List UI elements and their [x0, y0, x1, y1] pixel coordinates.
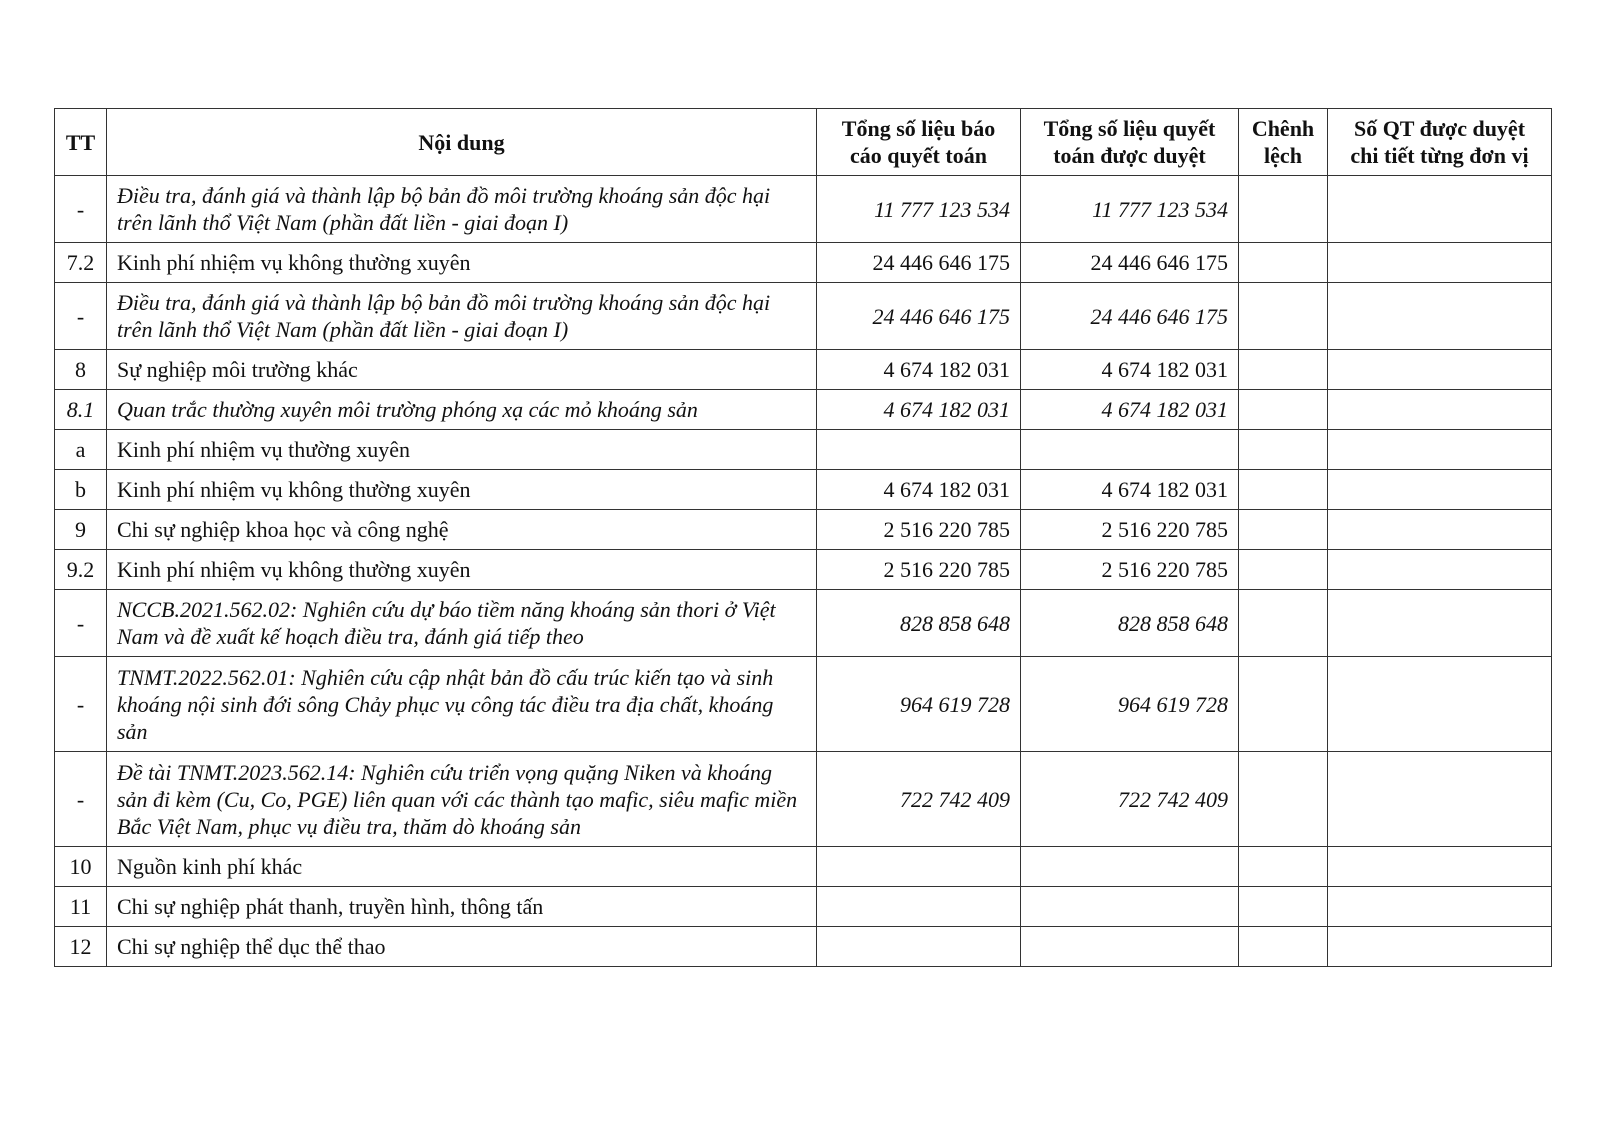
cell-content: Chi sự nghiệp thể dục thể thao	[107, 927, 817, 967]
cell-content: Điều tra, đánh giá và thành lập bộ bản đồ môi trường khoáng sản độc hại trên lãnh thổ Việt Nam (phần đất liền - giai đoạn I)	[107, 176, 817, 243]
cell-reported	[817, 430, 1021, 470]
table-row	[55, 752, 1552, 847]
cell-content: Chi sự nghiệp khoa học và công nghệ	[107, 510, 817, 550]
cell-tt: 7.2	[55, 243, 107, 283]
cell-approved	[1021, 847, 1239, 887]
table-row	[55, 847, 1552, 887]
cell-unit-detail	[1328, 887, 1552, 927]
table-row	[55, 390, 1552, 430]
header-row	[55, 109, 1552, 176]
cell-reported	[817, 887, 1021, 927]
cell-approved	[1021, 887, 1239, 927]
cell-unit-detail	[1328, 390, 1552, 430]
cell-tt: b	[55, 470, 107, 510]
table-row	[55, 243, 1552, 283]
cell-approved: 2 516 220 785	[1021, 550, 1239, 590]
cell-unit-detail	[1328, 847, 1552, 887]
cell-approved: 964 619 728	[1021, 657, 1239, 752]
cell-tt: -	[55, 752, 107, 847]
cell-reported: 4 674 182 031	[817, 470, 1021, 510]
cell-difference	[1239, 887, 1328, 927]
cell-unit-detail	[1328, 752, 1552, 847]
cell-tt: -	[55, 657, 107, 752]
header-reported: Tổng số liệu báo cáo quyết toán	[817, 109, 1021, 176]
cell-reported: 11 777 123 534	[817, 176, 1021, 243]
table-row	[55, 470, 1552, 510]
cell-difference	[1239, 752, 1328, 847]
cell-approved: 828 858 648	[1021, 590, 1239, 657]
cell-content: Chi sự nghiệp phát thanh, truyền hình, thông tấn	[107, 887, 817, 927]
table-row	[55, 176, 1552, 243]
cell-approved: 4 674 182 031	[1021, 470, 1239, 510]
table-row	[55, 550, 1552, 590]
cell-difference	[1239, 510, 1328, 550]
header-tt: TT	[55, 109, 107, 176]
cell-difference	[1239, 350, 1328, 390]
cell-difference	[1239, 550, 1328, 590]
cell-unit-detail	[1328, 510, 1552, 550]
settlement-table	[54, 108, 1552, 967]
cell-approved: 24 446 646 175	[1021, 283, 1239, 350]
header-content: Nội dung	[107, 109, 817, 176]
cell-approved: 11 777 123 534	[1021, 176, 1239, 243]
cell-difference	[1239, 283, 1328, 350]
cell-difference	[1239, 390, 1328, 430]
cell-reported: 4 674 182 031	[817, 390, 1021, 430]
cell-tt: -	[55, 590, 107, 657]
cell-tt: 9.2	[55, 550, 107, 590]
cell-reported: 828 858 648	[817, 590, 1021, 657]
cell-reported: 2 516 220 785	[817, 550, 1021, 590]
cell-tt: 8	[55, 350, 107, 390]
table-row	[55, 887, 1552, 927]
cell-content: Kinh phí nhiệm vụ không thường xuyên	[107, 550, 817, 590]
cell-difference	[1239, 590, 1328, 657]
header-difference: Chênh lệch	[1239, 109, 1328, 176]
cell-approved: 722 742 409	[1021, 752, 1239, 847]
table-row	[55, 927, 1552, 967]
cell-unit-detail	[1328, 243, 1552, 283]
cell-unit-detail	[1328, 430, 1552, 470]
cell-content: Điều tra, đánh giá và thành lập bộ bản đồ môi trường khoáng sản độc hại trên lãnh thổ Việt Nam (phần đất liền - giai đoạn I)	[107, 283, 817, 350]
cell-tt: 9	[55, 510, 107, 550]
cell-reported: 722 742 409	[817, 752, 1021, 847]
table-row	[55, 283, 1552, 350]
cell-difference	[1239, 927, 1328, 967]
cell-unit-detail	[1328, 590, 1552, 657]
cell-tt: a	[55, 430, 107, 470]
table-row	[55, 350, 1552, 390]
cell-approved	[1021, 927, 1239, 967]
cell-content: Quan trắc thường xuyên môi trường phóng xạ các mỏ khoáng sản	[107, 390, 817, 430]
cell-difference	[1239, 243, 1328, 283]
cell-approved: 2 516 220 785	[1021, 510, 1239, 550]
header-unit-detail: Số QT được duyệt chi tiết từng đơn vị	[1328, 109, 1552, 176]
cell-content: Sự nghiệp môi trường khác	[107, 350, 817, 390]
cell-unit-detail	[1328, 927, 1552, 967]
cell-reported	[817, 927, 1021, 967]
cell-approved: 4 674 182 031	[1021, 350, 1239, 390]
table-row	[55, 510, 1552, 550]
cell-tt: 10	[55, 847, 107, 887]
cell-difference	[1239, 430, 1328, 470]
cell-content: Đề tài TNMT.2023.562.14: Nghiên cứu triển vọng quặng Niken và khoáng sản đi kèm (Cu, Co, PGE) liên quan với các thành tạo mafic, siêu mafic miền Bắc Việt Nam, phục vụ điều tra, thăm dò khoáng sản	[107, 752, 817, 847]
cell-reported: 964 619 728	[817, 657, 1021, 752]
table-row	[55, 657, 1552, 752]
table-row	[55, 590, 1552, 657]
table-body	[55, 176, 1552, 967]
cell-approved: 4 674 182 031	[1021, 390, 1239, 430]
cell-content: NCCB.2021.562.02: Nghiên cứu dự báo tiềm năng khoáng sản thori ở Việt Nam và đề xuất kế hoạch điều tra, đánh giá tiếp theo	[107, 590, 817, 657]
cell-unit-detail	[1328, 550, 1552, 590]
cell-difference	[1239, 847, 1328, 887]
cell-content: Nguồn kinh phí khác	[107, 847, 817, 887]
cell-reported: 4 674 182 031	[817, 350, 1021, 390]
cell-tt: -	[55, 283, 107, 350]
cell-tt: 8.1	[55, 390, 107, 430]
cell-difference	[1239, 470, 1328, 510]
cell-content: Kinh phí nhiệm vụ không thường xuyên	[107, 470, 817, 510]
cell-reported: 24 446 646 175	[817, 243, 1021, 283]
cell-unit-detail	[1328, 176, 1552, 243]
cell-tt: 11	[55, 887, 107, 927]
cell-unit-detail	[1328, 470, 1552, 510]
cell-reported: 24 446 646 175	[817, 283, 1021, 350]
cell-unit-detail	[1328, 350, 1552, 390]
cell-reported	[817, 847, 1021, 887]
cell-tt: -	[55, 176, 107, 243]
header-approved: Tổng số liệu quyết toán được duyệt	[1021, 109, 1239, 176]
table-row	[55, 430, 1552, 470]
cell-unit-detail	[1328, 283, 1552, 350]
cell-approved	[1021, 430, 1239, 470]
cell-approved: 24 446 646 175	[1021, 243, 1239, 283]
cell-tt: 12	[55, 927, 107, 967]
cell-content: Kinh phí nhiệm vụ không thường xuyên	[107, 243, 817, 283]
cell-difference	[1239, 176, 1328, 243]
cell-content: TNMT.2022.562.01: Nghiên cứu cập nhật bản đồ cấu trúc kiến tạo và sinh khoáng nội sinh đới sông Chảy phục vụ công tác điều tra địa chất, khoáng sản	[107, 657, 817, 752]
cell-unit-detail	[1328, 657, 1552, 752]
cell-difference	[1239, 657, 1328, 752]
cell-content: Kinh phí nhiệm vụ thường xuyên	[107, 430, 817, 470]
cell-reported: 2 516 220 785	[817, 510, 1021, 550]
